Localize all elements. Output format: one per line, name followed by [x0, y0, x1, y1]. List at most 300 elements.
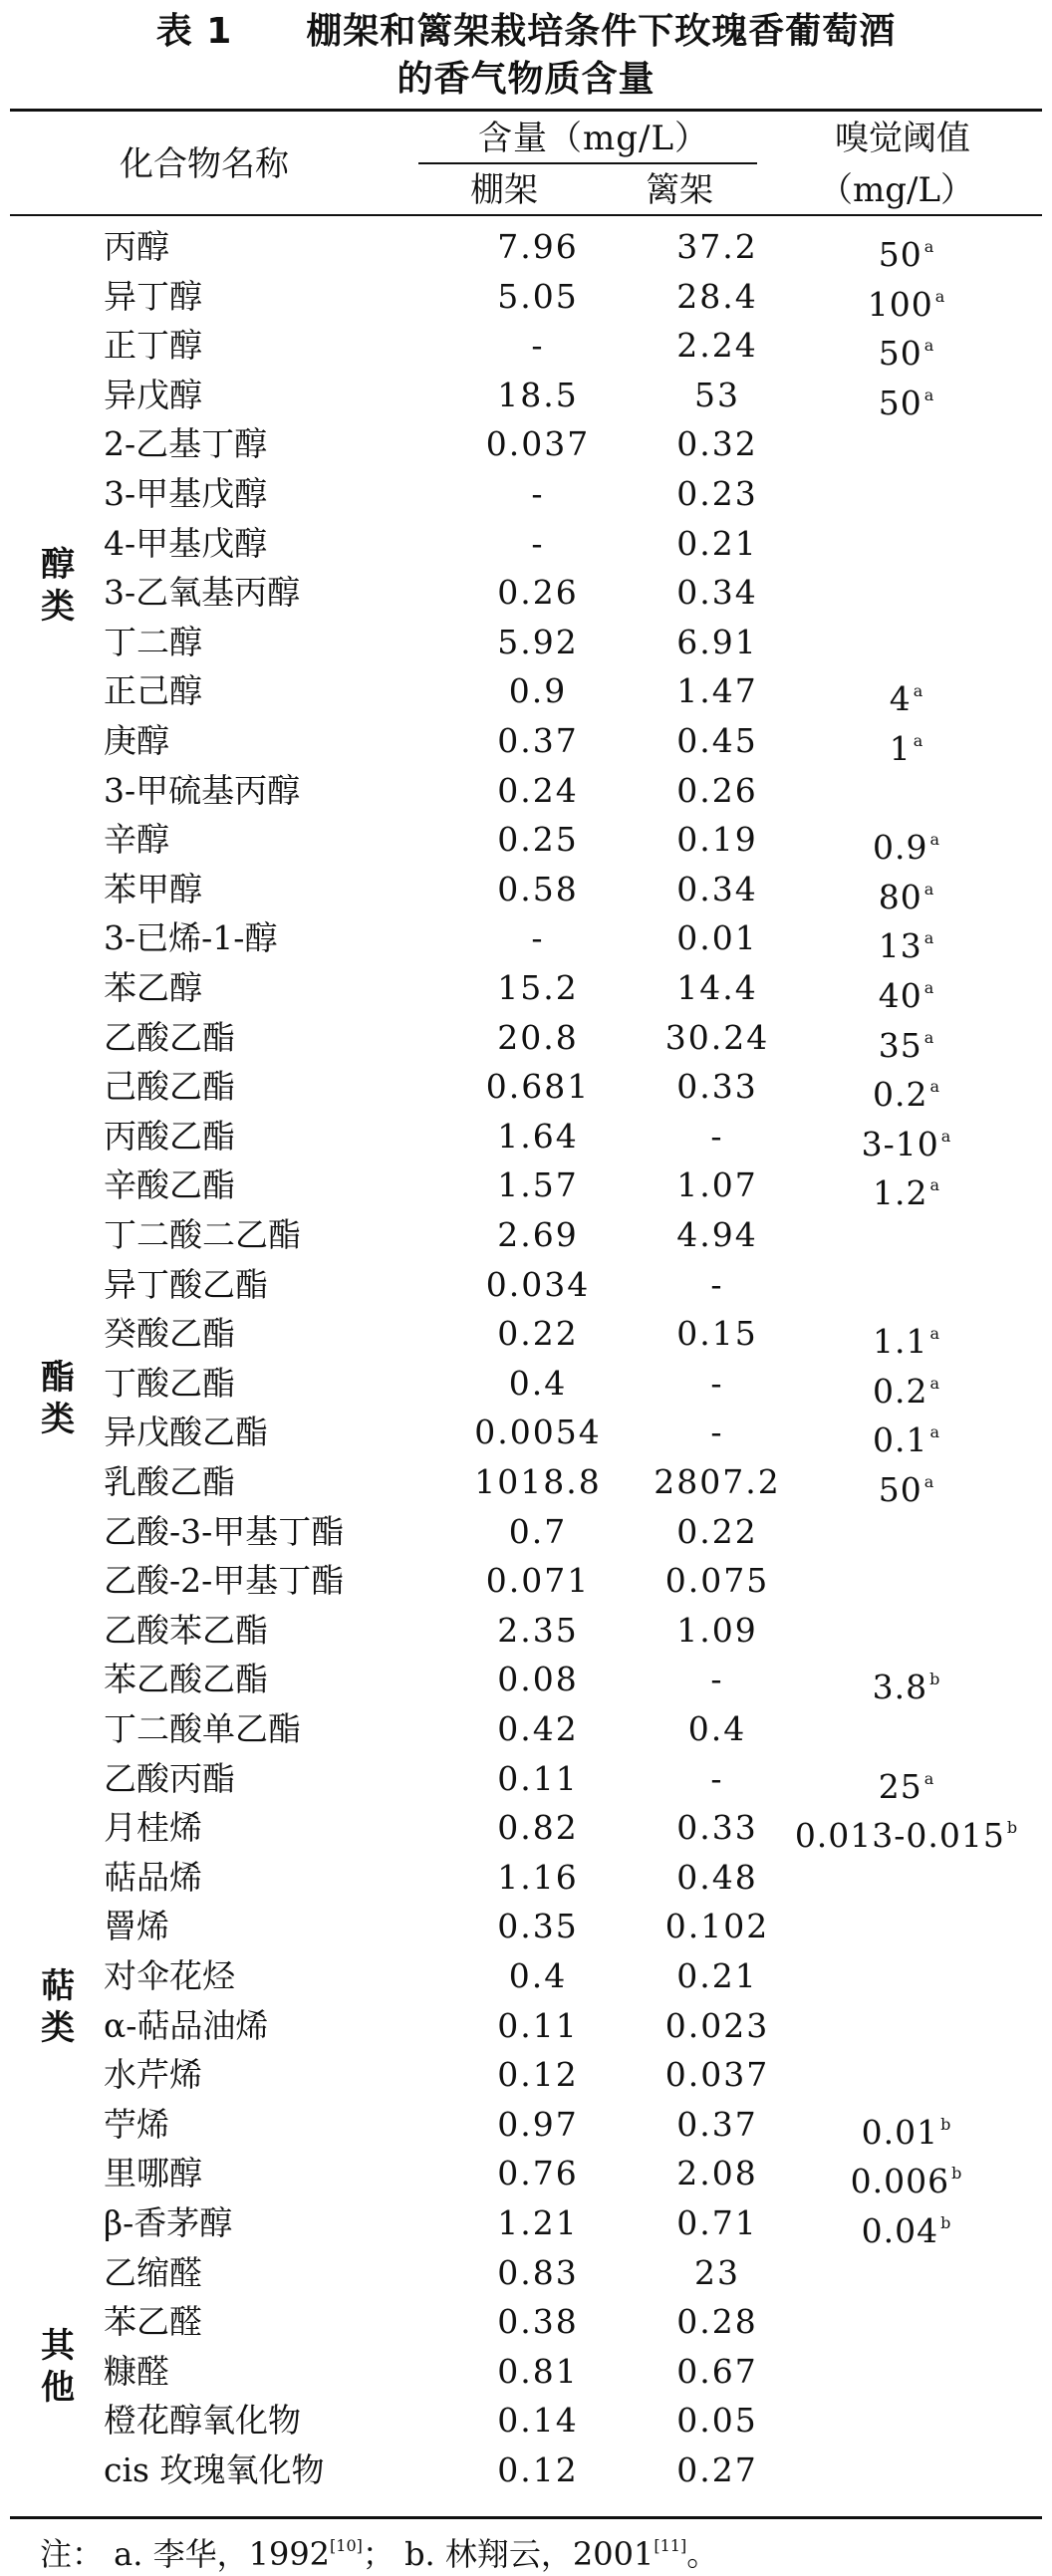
hedgerow-value-cell: 0.023 — [664, 2005, 770, 2045]
table-row — [0, 221, 1052, 272]
table-row — [0, 1852, 1052, 1903]
hedgerow-value-cell: 2.08 — [676, 2154, 758, 2193]
header-compound-name: 化合物名称 — [120, 144, 289, 184]
table-footnote — [40, 2526, 718, 2574]
hedgerow-value-cell: 0.32 — [676, 424, 758, 464]
trellis-value-cell: 1018.8 — [474, 1462, 602, 1501]
threshold-value: 1 — [889, 729, 912, 768]
hedgerow-value-cell: 14.4 — [676, 968, 758, 1007]
threshold-value: 50 — [878, 334, 922, 374]
hedgerow-value-cell: 0.21 — [676, 1956, 758, 1995]
threshold-value: 40 — [878, 976, 922, 1015]
threshold-value: 0.2 — [872, 1075, 928, 1115]
threshold-cell — [787, 418, 1026, 469]
threshold-value: 80 — [878, 877, 922, 916]
hedgerow-value-cell: 0.01 — [676, 918, 758, 958]
table-row — [0, 2346, 1052, 2397]
hedgerow-value-cell: 23 — [694, 2252, 740, 2292]
trellis-value-cell: 0.42 — [497, 1709, 579, 1748]
hedgerow-value-cell: 4.94 — [676, 1215, 758, 1254]
trellis-value-cell: 0.9 — [508, 671, 568, 711]
compound-name-cell: 罾烯 — [104, 1907, 169, 1946]
trellis-value-cell: 0.12 — [497, 2450, 579, 2489]
threshold-cell — [787, 2000, 1026, 2051]
table-row — [0, 567, 1052, 618]
table-row — [0, 1506, 1052, 1557]
hedgerow-value-cell: 28.4 — [676, 276, 758, 316]
compound-name-cell: 正己醇 — [104, 671, 202, 711]
trellis-value-cell: 1.16 — [497, 1857, 579, 1897]
trellis-value-cell: 0.14 — [497, 2401, 579, 2441]
trellis-value-cell: 0.38 — [497, 2302, 579, 2342]
table-row — [0, 1456, 1052, 1507]
trellis-value-cell: - — [531, 326, 545, 366]
threshold-reference-mark: a — [929, 1077, 941, 1097]
hedgerow-value-cell: 0.15 — [676, 1314, 758, 1354]
threshold-reference-mark: a — [923, 1027, 935, 1047]
threshold-reference-mark: a — [923, 1472, 935, 1491]
bottom-rule — [10, 2516, 1042, 2519]
compound-name-cell: 丙酸乙酯 — [104, 1116, 235, 1156]
threshold-cell — [787, 1456, 1026, 1507]
compound-name-cell: 癸酸乙酯 — [104, 1314, 235, 1354]
hedgerow-value-cell: 0.05 — [676, 2401, 758, 2441]
table-row — [0, 1901, 1052, 1951]
table-row — [0, 2296, 1052, 2347]
threshold-value: 3.8 — [872, 1668, 928, 1707]
threshold-value: 0.01 — [861, 2112, 939, 2152]
threshold-cell — [787, 962, 1026, 1013]
hedgerow-value-cell: 2.24 — [676, 326, 758, 366]
threshold-reference-mark: a — [929, 1175, 941, 1195]
compound-name-cell: 糠醛 — [104, 2351, 169, 2391]
threshold-reference-mark: a — [929, 1422, 941, 1442]
table-row — [0, 2099, 1052, 2150]
threshold-value: 1.2 — [872, 1173, 928, 1213]
threshold-cell — [787, 320, 1026, 374]
hedgerow-value-cell: 0.4 — [687, 1709, 747, 1748]
threshold-cell — [787, 2346, 1026, 2397]
compound-name-cell: 3-甲硫基丙醇 — [104, 770, 301, 810]
threshold-reference-mark: a — [929, 830, 941, 850]
threshold-value: 0.04 — [861, 2211, 939, 2250]
table-row — [0, 2445, 1052, 2495]
threshold-reference-mark: a — [913, 731, 924, 750]
threshold-cell — [787, 2099, 1026, 2150]
compound-name-cell: 4-甲基戊醇 — [104, 523, 268, 563]
threshold-cell — [787, 765, 1026, 816]
hedgerow-value-cell: 0.27 — [676, 2450, 758, 2489]
hedgerow-value-cell: 0.037 — [664, 2055, 770, 2095]
compound-name-cell: 苯甲醇 — [104, 869, 202, 908]
threshold-cell — [787, 1012, 1026, 1063]
threshold-cell — [787, 665, 1026, 719]
trellis-value-cell: 15.2 — [497, 968, 579, 1007]
trellis-value-cell: 2.69 — [497, 1215, 579, 1254]
threshold-reference-mark: a — [929, 1324, 941, 1344]
threshold-cell — [787, 864, 1026, 914]
compound-name-cell: 丁二酸单乙酯 — [104, 1709, 301, 1748]
trellis-value-cell: 7.96 — [497, 227, 579, 266]
header-threshold: 嗅觉阈值 — [835, 119, 970, 158]
compound-name-cell: 3-已烯-1-醇 — [104, 918, 278, 958]
trellis-value-cell: 0.4 — [508, 1363, 568, 1403]
threshold-cell — [787, 1111, 1026, 1161]
trellis-value-cell: 0.35 — [497, 1907, 579, 1946]
compound-name-cell: 苯乙醛 — [104, 2302, 202, 2342]
trellis-value-cell: 0.0054 — [474, 1413, 602, 1452]
table-row — [0, 2197, 1052, 2248]
compound-name-cell: 对伞花烃 — [104, 1956, 235, 1995]
table-row — [0, 370, 1052, 420]
threshold-cell — [787, 1358, 1026, 1409]
table-row — [0, 320, 1052, 374]
threshold-cell — [787, 1159, 1026, 1213]
threshold-cell — [787, 370, 1026, 420]
hedgerow-value-cell: - — [710, 1758, 724, 1798]
table-row — [0, 1802, 1052, 1856]
compound-name-cell: 橙花醇氧化物 — [104, 2401, 301, 2441]
threshold-cell — [787, 1950, 1026, 2001]
compound-name-cell: cis 玫瑰氧化物 — [104, 2450, 325, 2489]
threshold-cell — [787, 271, 1026, 322]
table-row — [0, 518, 1052, 569]
table-row — [0, 2049, 1052, 2100]
trellis-value-cell: 0.4 — [508, 1956, 568, 1995]
trellis-value-cell: - — [531, 474, 545, 513]
threshold-reference-mark: b — [951, 2164, 963, 2184]
hedgerow-value-cell: - — [710, 1660, 724, 1699]
threshold-value: 0.9 — [872, 828, 928, 868]
hedgerow-value-cell: 0.21 — [676, 523, 758, 563]
group-char: 类 — [41, 587, 75, 627]
compound-name-cell: 苧烯 — [104, 2104, 169, 2144]
threshold-cell — [787, 1703, 1026, 1754]
table-row — [0, 1950, 1052, 2001]
table-row — [0, 1753, 1052, 1804]
trellis-value-cell: - — [531, 523, 545, 563]
threshold-value: 3-10 — [861, 1124, 939, 1163]
threshold-cell — [787, 1802, 1026, 1856]
content-underline — [418, 162, 757, 164]
group-char: 类 — [41, 2008, 75, 2048]
hedgerow-value-cell: 0.45 — [676, 721, 758, 760]
trellis-value-cell: 0.071 — [485, 1561, 591, 1601]
hedgerow-value-cell: 0.22 — [676, 1511, 758, 1551]
table-row — [0, 1308, 1052, 1362]
threshold-cell — [787, 1852, 1026, 1903]
compound-name-cell: 异丁醇 — [104, 276, 202, 316]
hedgerow-value-cell: 0.19 — [676, 820, 758, 860]
threshold-value: 0.013-0.015 — [794, 1816, 1005, 1856]
compound-name-cell: 乙酸-2-甲基丁酯 — [104, 1561, 345, 1601]
compound-name-cell: 己酸乙酯 — [104, 1067, 235, 1107]
hedgerow-value-cell: 0.48 — [676, 1857, 758, 1897]
threshold-value: 50 — [878, 383, 922, 422]
threshold-reference-mark: a — [923, 385, 935, 404]
trellis-value-cell: 0.97 — [497, 2104, 579, 2144]
trellis-value-cell: 18.5 — [497, 375, 579, 414]
trellis-value-cell: - — [531, 918, 545, 958]
threshold-cell — [787, 1753, 1026, 1804]
trellis-value-cell: 0.24 — [497, 770, 579, 810]
hedgerow-value-cell: 1.09 — [676, 1610, 758, 1650]
trellis-value-cell: 0.83 — [497, 2252, 579, 2292]
threshold-cell — [787, 567, 1026, 618]
threshold-cell — [787, 2148, 1026, 2201]
compound-name-cell: 里哪醇 — [104, 2154, 202, 2193]
trellis-value-cell: 0.11 — [497, 1758, 579, 1798]
compound-name-cell: 乙酸丙酯 — [104, 1758, 235, 1798]
trellis-value-cell: 0.26 — [497, 573, 579, 613]
threshold-reference-mark: b — [1006, 1818, 1019, 1838]
hedgerow-value-cell: - — [710, 1116, 724, 1156]
hedgerow-value-cell: - — [710, 1264, 724, 1304]
table-row — [0, 2395, 1052, 2446]
threshold-reference-mark: a — [923, 879, 935, 899]
table-row — [0, 1159, 1052, 1213]
trellis-value-cell: 1.64 — [497, 1116, 579, 1156]
table-row — [0, 617, 1052, 667]
threshold-reference-mark: a — [923, 1768, 935, 1788]
table-row — [0, 1111, 1052, 1161]
header-hedgerow: 篱架 — [646, 170, 713, 210]
footnote-ref-1: [10] — [330, 2536, 363, 2555]
threshold-value: 0.1 — [872, 1420, 928, 1460]
threshold-reference-mark: a — [923, 928, 935, 948]
compound-name-cell: 萜品烯 — [104, 1857, 202, 1897]
threshold-cell — [787, 468, 1026, 519]
threshold-cell — [787, 1901, 1026, 1951]
table-row — [0, 1407, 1052, 1460]
table-row — [0, 1654, 1052, 1707]
table-row — [0, 1358, 1052, 1409]
threshold-reference-mark: a — [923, 336, 935, 356]
table-title-line-1: 表 1 棚架和篱架栽培条件下玫瑰香葡萄酒 — [155, 11, 897, 52]
threshold-value: 100 — [867, 284, 933, 324]
threshold-cell — [787, 715, 1026, 766]
hedgerow-value-cell: 0.26 — [676, 770, 758, 810]
trellis-value-cell: 0.12 — [497, 2055, 579, 2095]
threshold-cell — [787, 1506, 1026, 1557]
compound-name-cell: 苯乙醇 — [104, 968, 202, 1007]
compound-name-cell: 异戊醇 — [104, 375, 202, 414]
hedgerow-value-cell: 0.71 — [676, 2203, 758, 2242]
hedgerow-value-cell: 2807.2 — [654, 1462, 781, 1501]
threshold-cell — [787, 2197, 1026, 2248]
threshold-cell — [787, 2296, 1026, 2347]
trellis-value-cell: 0.25 — [497, 820, 579, 860]
group-char: 类 — [41, 1400, 75, 1439]
trellis-value-cell: 0.681 — [485, 1067, 591, 1107]
footnote-ref-2: [11] — [654, 2536, 687, 2555]
threshold-cell — [787, 1654, 1026, 1707]
trellis-value-cell: 0.08 — [497, 1660, 579, 1699]
hedgerow-value-cell: 0.102 — [664, 1907, 770, 1946]
hedgerow-value-cell: - — [710, 1413, 724, 1452]
threshold-cell — [787, 814, 1026, 868]
table-row — [0, 962, 1052, 1013]
table-row — [0, 418, 1052, 469]
hedgerow-value-cell: 0.34 — [676, 573, 758, 613]
hedgerow-value-cell: 0.23 — [676, 474, 758, 513]
table-row — [0, 665, 1052, 719]
threshold-cell — [787, 2049, 1026, 2100]
threshold-reference-mark: b — [929, 1670, 941, 1689]
threshold-reference-mark: a — [940, 1126, 952, 1146]
compound-name-cell: β-香茅醇 — [104, 2203, 233, 2242]
hedgerow-value-cell: 0.33 — [676, 1808, 758, 1848]
trellis-value-cell: 0.7 — [508, 1511, 568, 1551]
footnote-prefix: 注： a. 李华，1992 — [40, 2535, 331, 2573]
top-rule — [10, 109, 1042, 112]
trellis-value-cell: 0.82 — [497, 1808, 579, 1848]
table-row — [0, 2247, 1052, 2298]
compound-name-cell: 苯乙酸乙酯 — [104, 1660, 268, 1699]
header-trellis: 棚架 — [470, 170, 538, 210]
group-char: 他 — [41, 2368, 75, 2408]
trellis-value-cell: 5.92 — [497, 622, 579, 661]
compound-name-cell: 辛醇 — [104, 820, 169, 860]
trellis-value-cell: 0.81 — [497, 2351, 579, 2391]
hedgerow-value-cell: 37.2 — [676, 227, 758, 266]
threshold-value: 50 — [878, 235, 922, 274]
trellis-value-cell: 0.22 — [497, 1314, 579, 1354]
threshold-cell — [787, 221, 1026, 272]
threshold-cell — [787, 912, 1026, 966]
compound-name-cell: 丁二醇 — [104, 622, 202, 661]
header-bottom-rule — [10, 214, 1042, 216]
group-char: 酯 — [41, 1358, 75, 1398]
table-row — [0, 1209, 1052, 1260]
threshold-value: 25 — [878, 1766, 922, 1806]
threshold-value: 0.2 — [872, 1371, 928, 1411]
table-title-line-2: 的香气物质含量 — [396, 59, 656, 100]
compound-name-cell: 异戊酸乙酯 — [104, 1413, 268, 1452]
footnote-suffix: 。 — [686, 2535, 719, 2573]
threshold-value: 0.006 — [850, 2162, 950, 2201]
table-row — [0, 1703, 1052, 1754]
threshold-cell — [787, 1209, 1026, 1260]
compound-name-cell: α-萜品油烯 — [104, 2005, 269, 2045]
compound-name-cell: 水芹烯 — [104, 2055, 202, 2095]
compound-name-cell: 辛酸乙酯 — [104, 1165, 235, 1205]
threshold-reference-mark: b — [940, 2213, 952, 2232]
trellis-value-cell: 0.37 — [497, 721, 579, 760]
threshold-value: 50 — [878, 1470, 922, 1509]
threshold-cell — [787, 617, 1026, 667]
trellis-value-cell: 1.21 — [497, 2203, 579, 2242]
trellis-value-cell: 0.58 — [497, 869, 579, 908]
trellis-value-cell: 20.8 — [497, 1017, 579, 1057]
threshold-value: 4 — [889, 679, 912, 719]
hedgerow-value-cell: 30.24 — [664, 1017, 770, 1057]
table-row — [0, 864, 1052, 914]
compound-name-cell: 乙酸乙酯 — [104, 1017, 235, 1057]
threshold-reference-mark: a — [923, 237, 935, 256]
threshold-reference-mark: b — [940, 2114, 952, 2134]
hedgerow-value-cell: 6.91 — [676, 622, 758, 661]
compound-name-cell: 3-甲基戊醇 — [104, 474, 268, 513]
table-row — [0, 1012, 1052, 1063]
trellis-value-cell: 2.35 — [497, 1610, 579, 1650]
threshold-cell — [787, 518, 1026, 569]
compound-name-cell: 异丁酸乙酯 — [104, 1264, 268, 1304]
trellis-value-cell: 0.76 — [497, 2154, 579, 2193]
table-row — [0, 1259, 1052, 1310]
threshold-cell — [787, 2445, 1026, 2495]
threshold-cell — [787, 2395, 1026, 2446]
compound-name-cell: 正丁醇 — [104, 326, 202, 366]
table-row — [0, 1555, 1052, 1606]
table-row — [0, 271, 1052, 322]
hedgerow-value-cell: 1.47 — [676, 671, 758, 711]
compound-name-cell: 丙醇 — [104, 227, 169, 266]
compound-name-cell: 月桂烯 — [104, 1808, 202, 1848]
group-char: 醇 — [41, 545, 75, 585]
hedgerow-value-cell: - — [710, 1363, 724, 1403]
table-row — [0, 912, 1052, 966]
threshold-cell — [787, 1605, 1026, 1656]
compound-name-cell: 乙缩醛 — [104, 2252, 202, 2292]
threshold-reference-mark: a — [913, 681, 924, 701]
compound-name-cell: 丁酸乙酯 — [104, 1363, 235, 1403]
threshold-value: 13 — [878, 926, 922, 966]
trellis-value-cell: 0.034 — [485, 1264, 591, 1304]
header-content: 含量（mg/L） — [478, 119, 710, 158]
hedgerow-value-cell: 0.37 — [676, 2104, 758, 2144]
group-char: 其 — [41, 2326, 75, 2366]
trellis-value-cell: 0.11 — [497, 2005, 579, 2045]
compound-name-cell: 庚醇 — [104, 721, 169, 760]
threshold-value: 35 — [878, 1025, 922, 1065]
table-row — [0, 1605, 1052, 1656]
trellis-value-cell: 1.57 — [497, 1165, 579, 1205]
hedgerow-value-cell: 0.34 — [676, 869, 758, 908]
compound-name-cell: 乙酸苯乙酯 — [104, 1610, 268, 1650]
hedgerow-value-cell: 0.33 — [676, 1067, 758, 1107]
table-row — [0, 2148, 1052, 2201]
compound-name-cell: 3-乙氧基丙醇 — [104, 573, 301, 613]
compound-name-cell: 丁二酸二乙酯 — [104, 1215, 301, 1254]
threshold-reference-mark: a — [934, 286, 946, 306]
table-row — [0, 1061, 1052, 1115]
compound-name-cell: 乳酸乙酯 — [104, 1462, 235, 1501]
compound-name-cell: 2-乙基丁醇 — [104, 424, 268, 464]
threshold-reference-mark: a — [929, 1373, 941, 1393]
compound-name-cell: 乙酸-3-甲基丁酯 — [104, 1511, 345, 1551]
threshold-reference-mark: a — [923, 978, 935, 997]
hedgerow-value-cell: 0.28 — [676, 2302, 758, 2342]
threshold-cell — [787, 1061, 1026, 1115]
threshold-cell — [787, 1407, 1026, 1460]
hedgerow-value-cell: 0.075 — [664, 1561, 770, 1601]
threshold-cell — [787, 1308, 1026, 1362]
group-char: 萜 — [41, 1966, 75, 2006]
threshold-cell — [787, 1259, 1026, 1310]
threshold-cell — [787, 2247, 1026, 2298]
hedgerow-value-cell: 53 — [694, 375, 740, 414]
hedgerow-value-cell: 0.67 — [676, 2351, 758, 2391]
table-row — [0, 715, 1052, 766]
table-row — [0, 814, 1052, 868]
table-row — [0, 765, 1052, 816]
threshold-value: 1.1 — [872, 1322, 928, 1362]
trellis-value-cell: 5.05 — [497, 276, 579, 316]
threshold-cell — [787, 1555, 1026, 1606]
footnote-middle: ； b. 林翔云，2001 — [362, 2535, 655, 2573]
table-row — [0, 468, 1052, 519]
